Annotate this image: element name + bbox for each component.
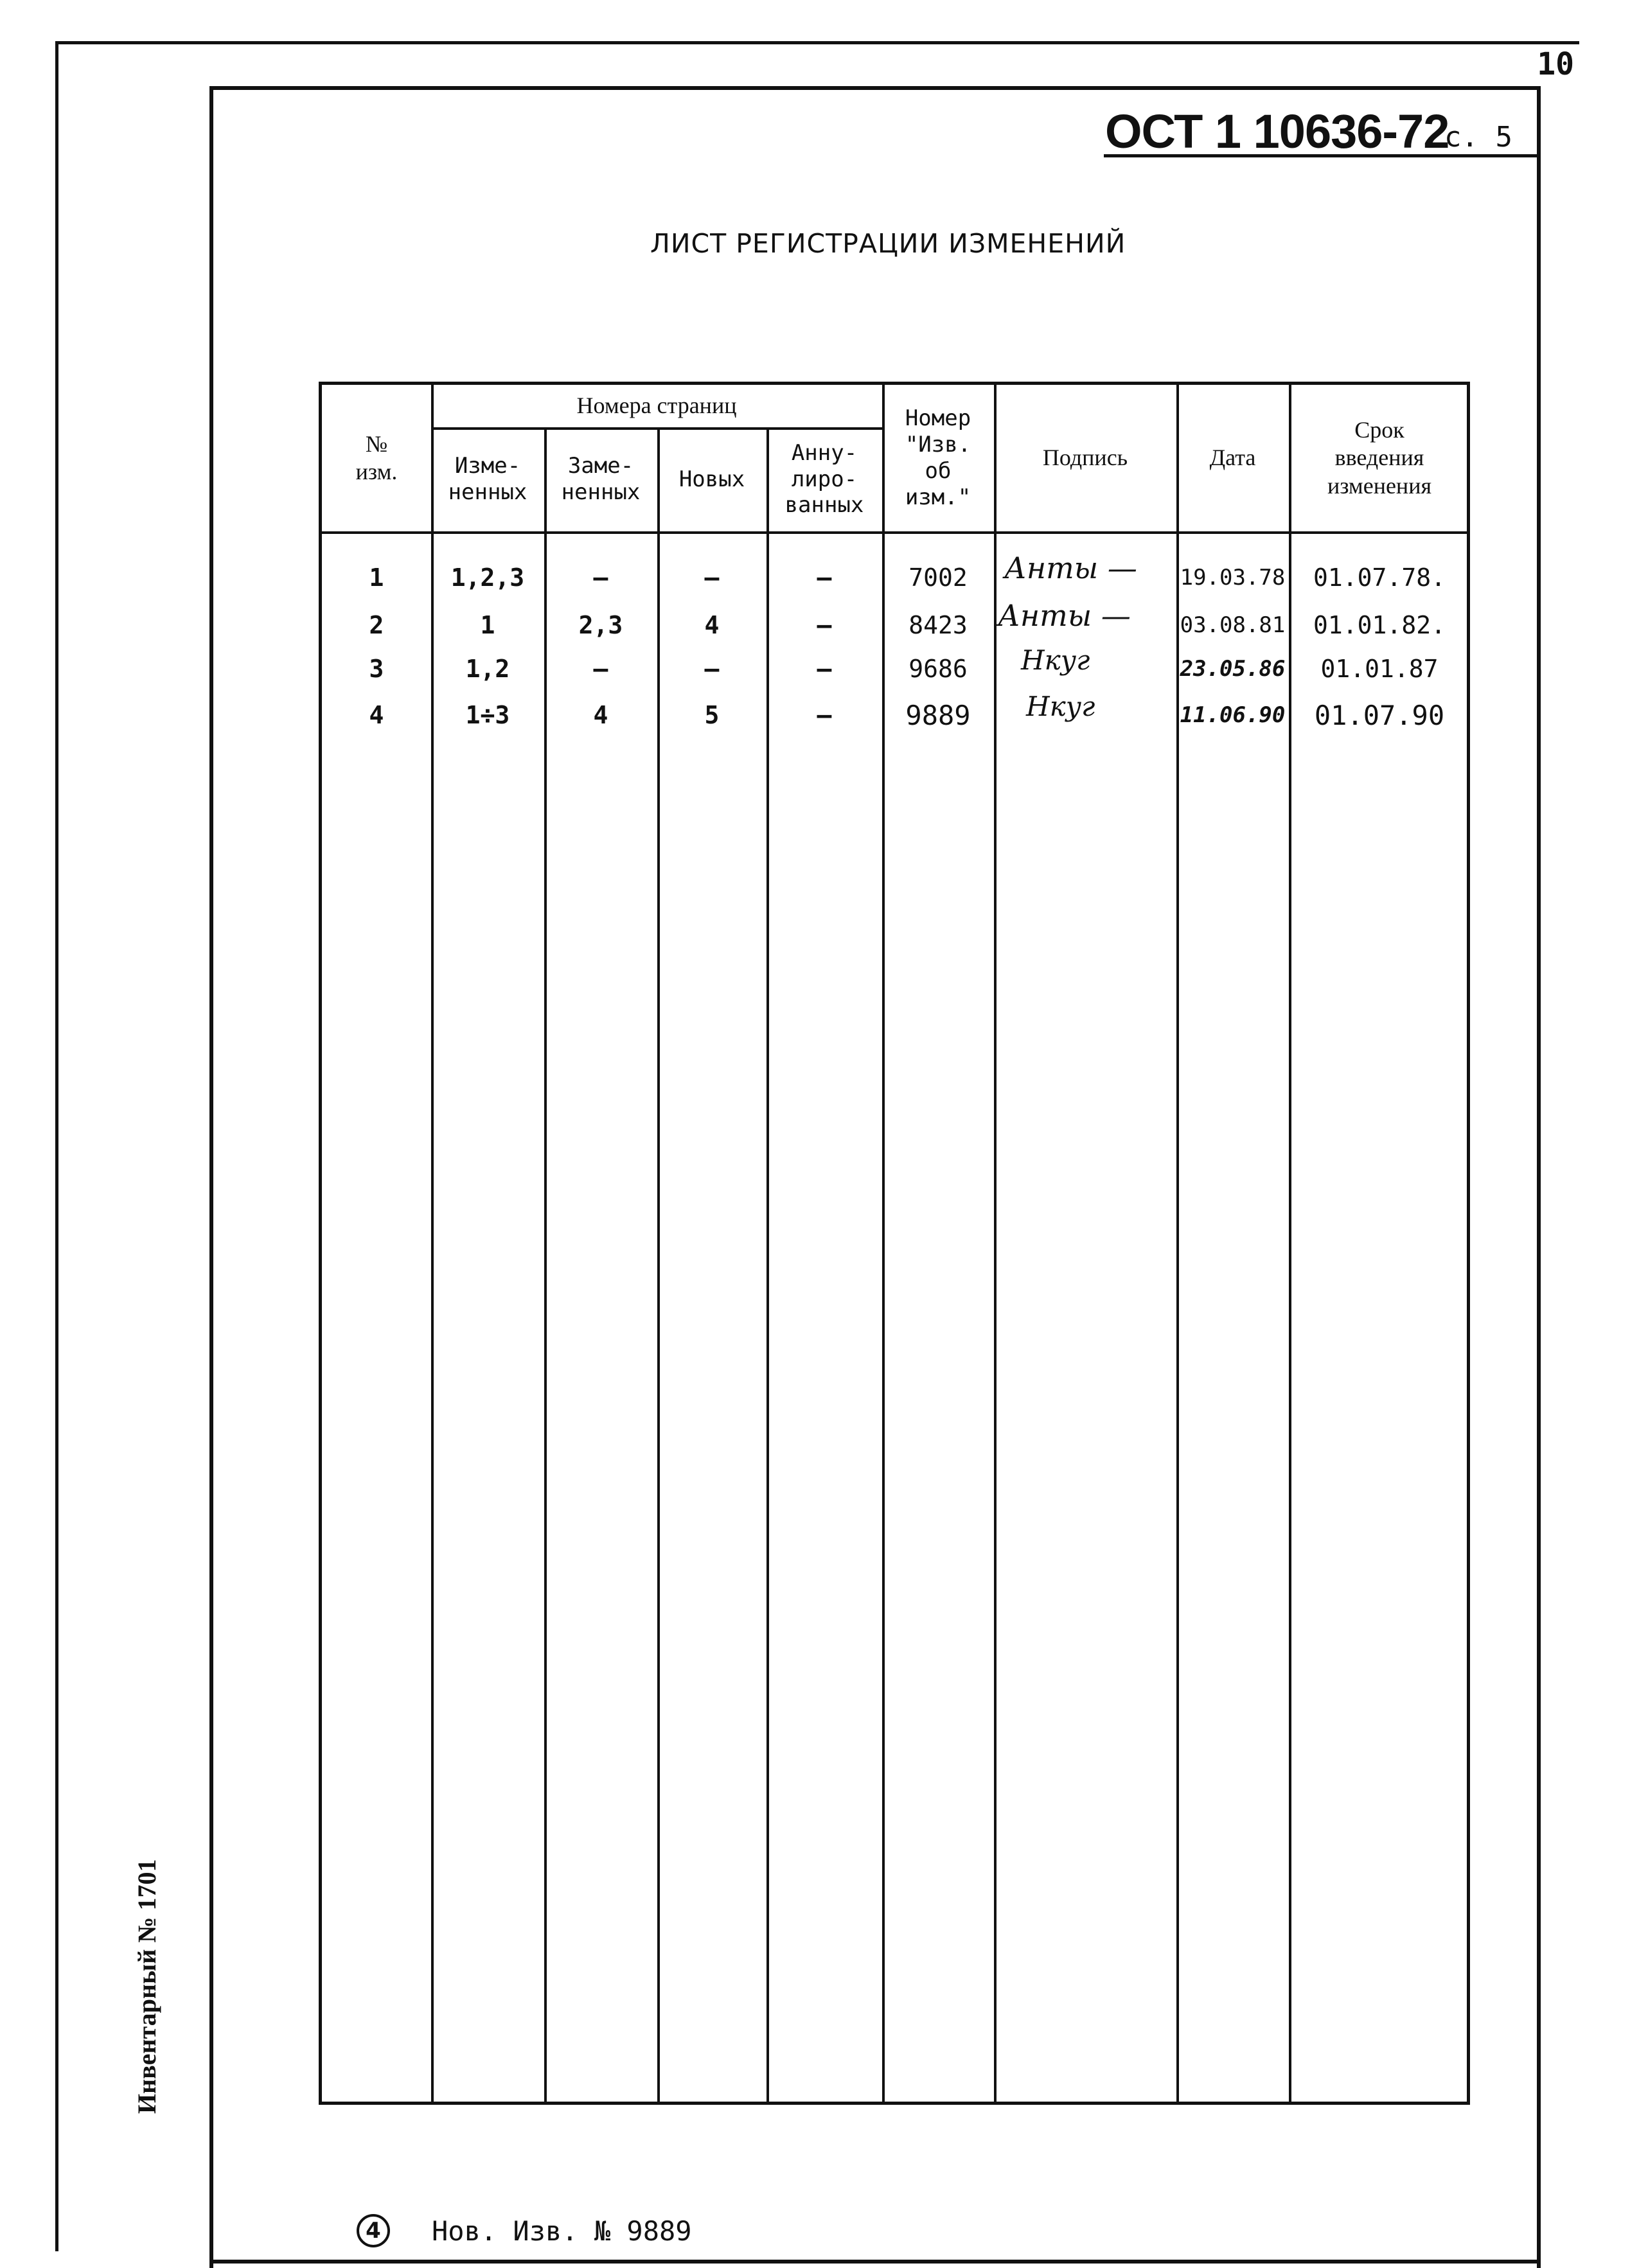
- inner-frame-bottom: [209, 2260, 1541, 2264]
- cell-date: 03.08.81: [1180, 612, 1286, 638]
- cell-date: 23.05.86: [1180, 656, 1286, 682]
- header-annulled-pages: Анну- лиро- ванных: [784, 439, 864, 518]
- cell-replaced: –: [593, 563, 608, 592]
- cell-change-no: 3: [369, 655, 384, 683]
- header-bottom-line: [322, 531, 1467, 534]
- sheet-number: с. 5: [1444, 121, 1512, 154]
- cell-annulled: –: [817, 701, 832, 729]
- header-notice-no: Номер "Изв. об изм.": [905, 405, 971, 510]
- cell-annulled: –: [817, 655, 832, 683]
- cell-annulled: –: [817, 611, 832, 639]
- header-new-pages: Новых: [678, 466, 745, 492]
- header-date: Дата: [1209, 445, 1256, 471]
- cell-notice-no: 9686: [908, 655, 968, 683]
- sheet-title: ЛИСТ РЕГИСТРАЦИИ ИЗМЕНЕНИЙ: [650, 228, 1126, 259]
- cell-new: 5: [704, 701, 720, 729]
- handwritten-signature: Анты —: [998, 598, 1131, 633]
- cell-changed: 1,2,3: [450, 563, 525, 592]
- change-registration-table: [319, 382, 1470, 2105]
- footer-notice: Нов. Изв. № 9889: [432, 2215, 692, 2247]
- cell-effective-date: 01.07.90: [1314, 699, 1445, 731]
- cell-new: –: [704, 563, 720, 592]
- standard-code-underline: [1104, 154, 1541, 157]
- header-changed-pages: Изме- ненных: [448, 453, 527, 505]
- cell-date: 19.03.78: [1180, 565, 1286, 590]
- standard-code: ОСТ 1 10636-72: [1105, 105, 1449, 158]
- cell-new: 4: [704, 611, 720, 639]
- handwritten-signature: Нкуг: [1026, 691, 1095, 722]
- cell-change-no: 2: [369, 611, 384, 639]
- cell-date: 11.06.90: [1180, 702, 1286, 728]
- col-divider: [994, 385, 997, 2102]
- cell-changed: 1: [480, 611, 495, 639]
- header-signature: Подпись: [1042, 445, 1128, 471]
- cell-notice-no: 9889: [905, 699, 971, 731]
- header-replaced-pages: Заме- ненных: [561, 453, 641, 505]
- handwritten-signature: Анты —: [1004, 551, 1137, 585]
- cell-effective-date: 01.07.78.: [1313, 563, 1446, 592]
- cell-notice-no: 8423: [908, 611, 968, 639]
- page-number: 10: [1537, 46, 1574, 82]
- header-change-no: № изм.: [355, 430, 398, 484]
- cell-changed: 1÷3: [465, 701, 510, 729]
- cell-new: –: [704, 655, 720, 683]
- cell-change-no: 1: [369, 563, 384, 592]
- cell-replaced: 4: [593, 701, 608, 729]
- cell-change-no: 4: [369, 701, 384, 729]
- header-effective-date: Срок введения изменения: [1327, 417, 1432, 499]
- cell-notice-no: 7002: [908, 563, 968, 592]
- cell-effective-date: 01.01.82.: [1313, 611, 1446, 639]
- cell-replaced: –: [593, 655, 608, 683]
- handwritten-signature: Нкуг: [1021, 644, 1090, 676]
- inventory-number-label: Инвентарный № 1701: [132, 1859, 161, 2114]
- cell-changed: 1,2: [465, 655, 510, 683]
- header-page-numbers: Номера страниц: [576, 393, 737, 419]
- cell-effective-date: 01.01.87: [1320, 655, 1439, 683]
- cell-replaced: 2,3: [578, 611, 623, 639]
- cell-annulled: –: [817, 563, 832, 592]
- change-number-circle: 4: [357, 2214, 390, 2247]
